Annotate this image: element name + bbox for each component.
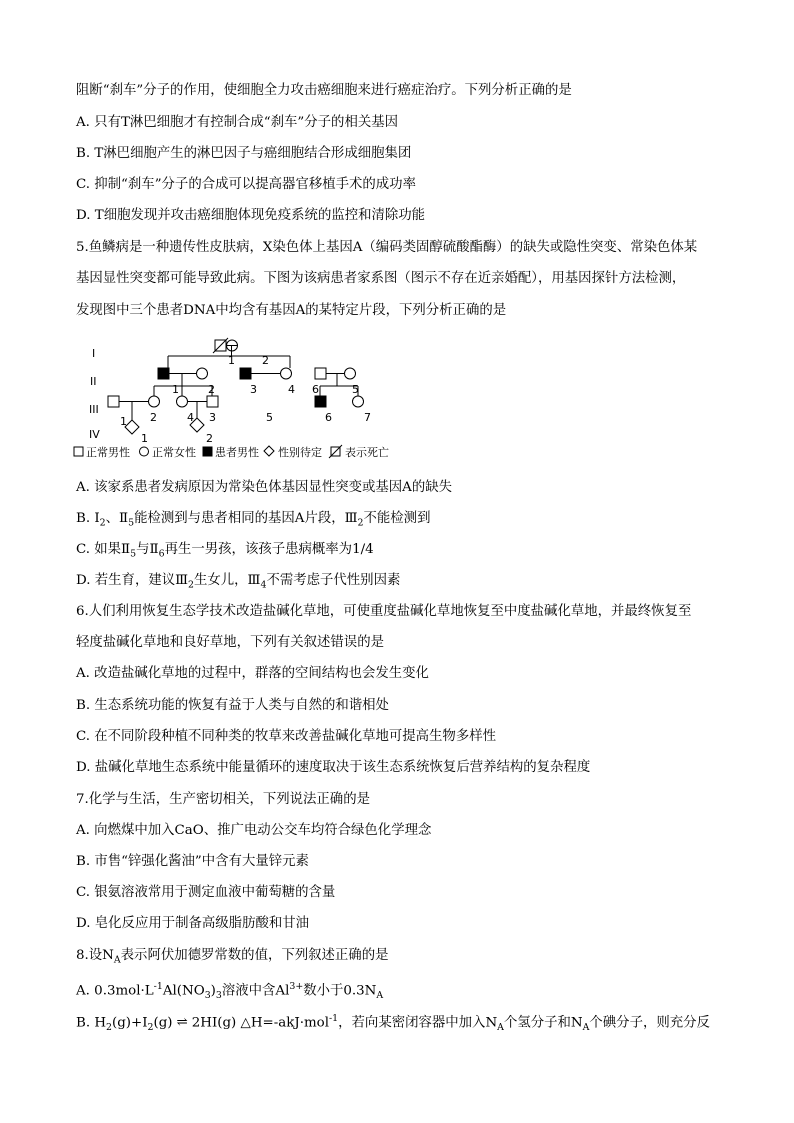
- q8-option-a: A. $0.3mol\cdot L^{-1}Al(NO_3)_3$溶液中含$Al^{3+}$数小于$0.3N_A$: [76, 981, 384, 1002]
- gen2-num-4: 4: [288, 383, 295, 396]
- q6-option-b: B. 生态系统功能的恢复有益于人类与自然的和谐相处: [76, 698, 389, 713]
- gen-label-ii: II: [90, 375, 97, 388]
- q8-stem: 8.设$N_A$表示阿伏加德罗常数的值，下列叙述正确的是: [76, 948, 389, 966]
- q6-option-a: A. 改造盐碱化草地的过程中，群落的空间结构也会发生变化: [76, 666, 429, 681]
- gen3-num-5: 5: [266, 411, 273, 424]
- q4-option-a: A. 只有T淋巴细胞才有控制合成“刹车”分子的相关基因: [76, 115, 399, 130]
- gen2-num-6: 6: [312, 383, 319, 396]
- gen-label-iv: IV: [89, 428, 100, 441]
- legend-deceased: 表示死亡: [345, 446, 389, 459]
- legend-normal-female: 正常女性: [152, 446, 196, 459]
- intro-line: 阻断“刹车”分子的作用，使细胞全力攻击癌细胞来进行癌症治疗。下列分析正确的是: [76, 83, 572, 98]
- q4-option-c: C. 抑制“刹车”分子的合成可以提高器官移植手术的成功率: [76, 177, 416, 192]
- gen1-num-2: 2: [262, 354, 269, 367]
- legend-normal-male: 正常男性: [86, 446, 130, 459]
- gen4-num-2: 2: [206, 432, 213, 445]
- gen3-num-4: 4: [187, 411, 194, 424]
- gen3-num-2: 2: [150, 411, 157, 424]
- gen2-num-1: 1: [172, 383, 179, 396]
- q5-stem-1: 5.鱼鳞病是一种遗传性皮肤病，X染色体上基因A（编码类固醇硫酸酯酶）的缺失或隐性突变、常染色体某: [76, 240, 698, 255]
- equilibrium-arrow: ⇌: [176, 1015, 188, 1031]
- q5-stem-3: 发现图中三个患者DNA中均含有基因A的某特定片段，下列分析正确的是: [76, 303, 507, 318]
- q7-option-d: D. 皂化反应用于制备高级脂肪酸和甘油: [76, 916, 310, 931]
- q8-option-b: B. $H_2(g)+I_2(g)$ ⇌ 2HI(g) △H=-akJ·mol$^{-1}$，若向某密闭容器中加入$N_A$个氢分子和$N_A$个碘分子，则充分反: [76, 1013, 710, 1034]
- gen-label-i: I: [92, 347, 96, 360]
- gen3-num-7: 7: [364, 411, 371, 424]
- q6-option-d: D. 盐碱化草地生态系统中能量循环的速度取决于该生态系统恢复后营养结构的复杂程度: [76, 760, 591, 775]
- gen2-num-2: 2: [208, 383, 215, 396]
- q6-stem-1: 6.人们利用恢复生态学技术改造盐碱化草地，可使重度盐碱化草地恢复至中度盐碱化草地，并最终恢复至: [76, 604, 692, 619]
- q5-option-c: C. 如果$Ⅱ_5$与$Ⅱ_6$再生一男孩，该孩子患病概率为1/4: [76, 542, 374, 560]
- gen3-num-1: 1: [120, 415, 127, 428]
- pedigree-chart: [72, 334, 472, 462]
- q6-stem-2: 轻度盐碱化草地和良好草地，下列有关叙述错误的是: [76, 635, 384, 650]
- q7-option-b: B. 市售“锌强化酱油”中含有大量锌元素: [76, 854, 309, 869]
- q7-option-a: A. 向燃煤中加入CaO、推广电动公交车均符合绿色化学理念: [76, 823, 432, 838]
- q4-option-d: D. T细胞发现并攻击癌细胞体现免疫系统的监控和清除功能: [76, 208, 426, 223]
- q7-option-c: C. 银氨溶液常用于测定血液中葡萄糖的含量: [76, 885, 336, 900]
- gen4-num-1: 1: [141, 432, 148, 445]
- q5-stem-2: 基因显性突变都可能导致此病。下图为该病患者家系图（图示不存在近亲婚配），用基因探针方法检测，: [76, 271, 686, 286]
- gen2-num-5: 5: [352, 383, 359, 396]
- legend-unknown-sex: 性别待定: [278, 446, 322, 459]
- gen3-num-3: 3: [209, 411, 216, 424]
- q5-option-d: D. 若生育，建议$Ⅲ_2$生女儿，$Ⅲ_4$不需考虑子代性别因素: [76, 573, 401, 591]
- gen2-num-3: 3: [250, 383, 257, 396]
- legend-affected-male: 患者男性: [215, 446, 259, 459]
- q7-stem: 7.化学与生活，生产密切相关，下列说法正确的是: [76, 792, 370, 807]
- q5-option-b: B. $Ⅰ_2$、$Ⅱ_5$能检测到与患者相同的基因A片段，$Ⅲ_2$不能检测到: [76, 511, 431, 529]
- q5-option-a: A. 该家系患者发病原因为常染色体基因显性突变或基因A的缺失: [76, 480, 453, 495]
- gen3-num-6: 6: [325, 411, 332, 424]
- gen-label-iii: III: [89, 403, 99, 416]
- q6-option-c: C. 在不同阶段种植不同种类的牧草来改善盐碱化草地可提高生物多样性: [76, 729, 496, 744]
- gen1-num-1: 1: [228, 354, 235, 367]
- q4-option-b: B. T淋巴细胞产生的淋巴因子与癌细胞结合形成细胞集团: [76, 146, 412, 161]
